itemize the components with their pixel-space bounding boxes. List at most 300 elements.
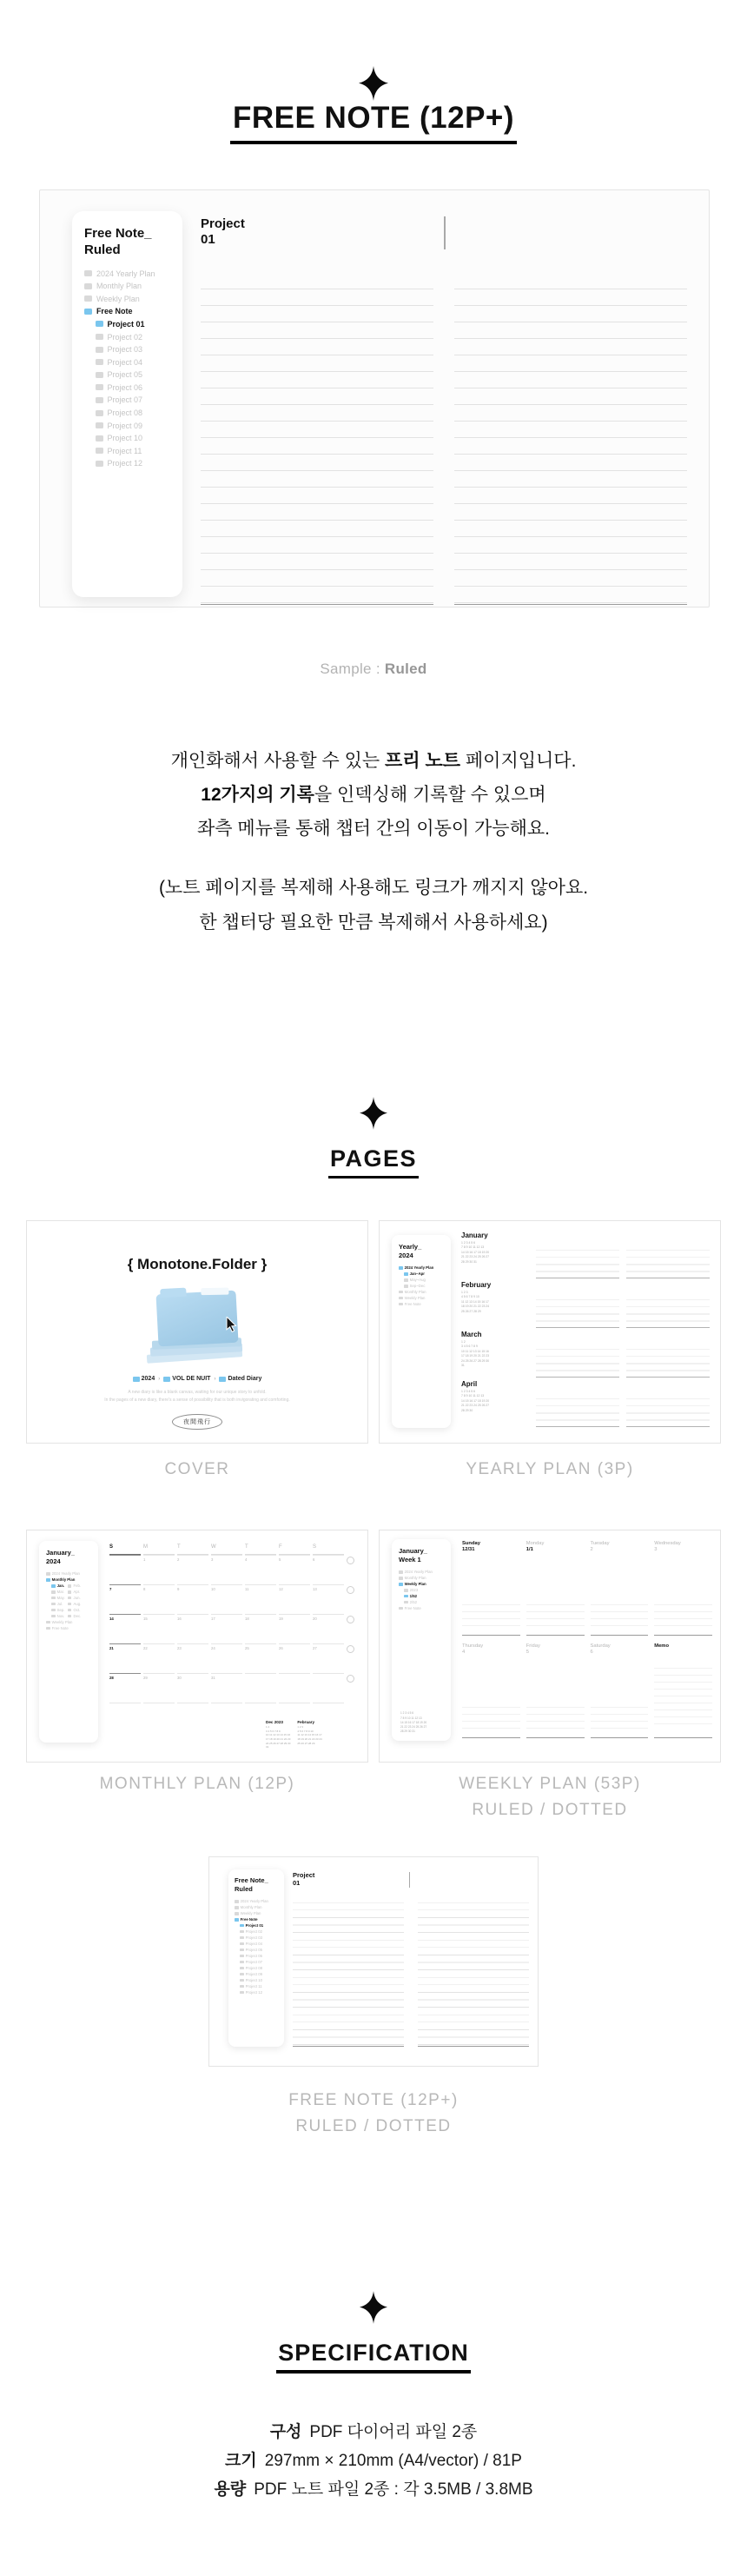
spec-value: PDF 노트 파일 2종 : 각 3.5MB / 3.8MB xyxy=(254,2480,533,2499)
sidebar-item-label: Sep~Dec xyxy=(409,1284,426,1289)
date-cell: 14 xyxy=(109,1614,141,1643)
folder-icon xyxy=(399,1570,403,1573)
sidebar-item-label: May. xyxy=(56,1596,65,1601)
desc-line-3 xyxy=(0,812,747,846)
freenote-mini-sidebar-title xyxy=(235,1876,280,1894)
mini-calendar-row: 28 29 30 31 xyxy=(400,1729,415,1733)
sidebar-item-free-note xyxy=(399,1301,445,1307)
breadcrumb-separator: › xyxy=(158,1376,161,1382)
desc-line-1 xyxy=(0,744,747,778)
sidebar-item-label: Project 07 xyxy=(107,395,143,405)
sidebar-item-2024-yearly-plan xyxy=(235,1899,280,1905)
cell-ruled-lines xyxy=(654,1662,712,1730)
sidebar-item-mar- xyxy=(51,1589,63,1595)
weekday-date: 3 xyxy=(654,1547,658,1552)
folder-icon xyxy=(240,1991,244,1994)
sidebar-item-label: Weekly Plan xyxy=(240,1911,261,1916)
folder-icon xyxy=(240,1924,244,1927)
cell-ruled-lines xyxy=(462,1598,520,1627)
sidebar-item-label: Project 12 xyxy=(245,1989,263,1995)
breadcrumb-item xyxy=(133,1376,155,1382)
sidebar-item-1-52 xyxy=(399,1593,445,1599)
sidebar-item-weekly-plan[interactable] xyxy=(84,293,182,306)
mini-calendar-title: February xyxy=(297,1720,315,1724)
folder-icon xyxy=(404,1272,408,1275)
sidebar-item-2024-yearly-plan xyxy=(46,1571,92,1577)
text-run: 12가지의 기록 xyxy=(201,785,314,805)
sidebar-item-monthly-plan xyxy=(399,1289,445,1295)
mini-calendar-title: Dec 2023 xyxy=(266,1720,283,1724)
sidebar-item-label: Free Note xyxy=(51,1626,69,1631)
mini-calendar-row: 10 11 12 13 14 15 16 xyxy=(461,1349,489,1353)
sidebar-item-monthly-plan[interactable] xyxy=(84,280,182,293)
sidebar-item-project-12 xyxy=(235,1989,280,1995)
spec-label: 용량 xyxy=(214,2480,247,2499)
sidebar-item-label: Free Note xyxy=(404,1302,421,1307)
sidebar-item-project-09[interactable] xyxy=(84,419,182,432)
month-mini-calendar xyxy=(461,1291,529,1328)
folder-icon xyxy=(163,1377,170,1382)
spec-row xyxy=(0,2475,747,2504)
monthly-week-row xyxy=(109,1673,357,1703)
folder-icon xyxy=(235,1906,239,1909)
day-header: F xyxy=(279,1544,310,1555)
sidebar-item-label: Project 01 xyxy=(107,319,145,329)
date-cell: 10 xyxy=(211,1584,242,1614)
sidebar-item-free-note xyxy=(399,1605,445,1611)
weekly-sidebar xyxy=(392,1539,451,1741)
date-cell xyxy=(245,1673,276,1703)
date-cell: 20 xyxy=(313,1614,344,1643)
folder-icon xyxy=(240,1961,244,1963)
yearly-sidebar-title-line1: Yearly_ xyxy=(399,1243,422,1251)
text-run: 을 인덱싱해 기록할 수 있으며 xyxy=(314,785,546,805)
sidebar-item-label: Free Note xyxy=(240,1917,258,1922)
day-header: W xyxy=(211,1544,242,1555)
folder-icon xyxy=(68,1615,72,1617)
weekly-cell-wednesday xyxy=(654,1541,712,1636)
date-cell: 17 xyxy=(211,1614,242,1643)
sidebar-item-project-03[interactable] xyxy=(84,343,182,356)
date-cell: 4 xyxy=(245,1555,276,1584)
folder-icon xyxy=(96,448,103,454)
sidebar-item-apr- xyxy=(68,1589,80,1595)
text-run: 페이지입니다. xyxy=(460,751,577,771)
date-cell: 26 xyxy=(279,1643,310,1673)
mini-calendar-row: 4 5 6 7 8 9 10 xyxy=(461,1295,479,1299)
sidebar-item-label: Sep. xyxy=(56,1608,65,1613)
mini-calendar-row: 1 2 3 xyxy=(297,1725,304,1729)
sidebar-item-label: 2024 Yearly Plan xyxy=(240,1899,268,1904)
folder-icon xyxy=(240,1930,244,1933)
folder-icon xyxy=(84,295,92,302)
cell-ruled-lines xyxy=(591,1701,649,1730)
date-cell xyxy=(143,1703,175,1737)
spec-value: 297mm × 210mm (A4/vector) / 81P xyxy=(264,2452,522,2470)
month-ruled-lines xyxy=(626,1343,710,1378)
sidebar-item-project-05 xyxy=(235,1947,280,1953)
weekday-date: 12/31 xyxy=(462,1547,475,1552)
weekly-cell-friday xyxy=(526,1643,585,1738)
freenote-mini-lines-right xyxy=(418,1895,529,2047)
sidebar-item-2-52 xyxy=(399,1599,445,1605)
sample-label: Sample : xyxy=(320,661,385,677)
folder-icon xyxy=(51,1597,56,1599)
date-cell xyxy=(279,1673,310,1703)
sidebar-item-project-03 xyxy=(235,1935,280,1941)
weekday-label: Memo xyxy=(654,1643,669,1649)
freenote-app-preview xyxy=(39,189,710,607)
folder-icon xyxy=(51,1603,56,1605)
yearly-month-april xyxy=(461,1380,710,1427)
sidebar-item-label: Weekly Plan xyxy=(404,1296,426,1301)
weekly-cell-saturday xyxy=(591,1643,649,1738)
sidebar-item-label: Apr. xyxy=(73,1590,81,1595)
folder-icon xyxy=(404,1595,408,1597)
sidebar-item-label: 2/52 xyxy=(409,1600,418,1605)
date-cell: 22 xyxy=(143,1643,175,1673)
weekday-label: Wednesday xyxy=(654,1541,681,1546)
mini-calendar-row: 4 5 6 7 8 9 10 xyxy=(297,1729,314,1733)
breadcrumb-label: VOL DE NUIT xyxy=(172,1376,211,1382)
sidebar-item-project-12[interactable] xyxy=(84,457,182,470)
monthly-sidebar-title xyxy=(46,1549,92,1566)
month-ruled-lines xyxy=(536,1244,619,1278)
monthly-mini-calendars xyxy=(266,1720,322,1749)
month-mini-calendar xyxy=(461,1241,529,1278)
repeat-icon xyxy=(347,1675,354,1683)
sidebar-item-jan-apr xyxy=(399,1271,445,1277)
date-cell: 1 xyxy=(143,1555,175,1584)
cell-ruled-lines xyxy=(462,1701,520,1730)
sidebar-item-project-11[interactable] xyxy=(84,444,182,457)
folder-icon xyxy=(240,1942,244,1945)
sidebar-item-label: Project 08 xyxy=(245,1965,263,1970)
breadcrumb-separator: › xyxy=(214,1376,216,1382)
text-run: 프리 노트 xyxy=(385,751,461,771)
breadcrumb-item xyxy=(219,1376,261,1382)
text-run: (노트 페이지를 복제해 사용해도 링크가 깨지지 않아요. xyxy=(158,878,589,898)
sidebar-item-dec- xyxy=(68,1613,80,1619)
mini-calendar-row: 3 4 5 6 7 8 9 xyxy=(461,1344,478,1349)
folder-icon xyxy=(399,1303,403,1305)
repeat-icon xyxy=(347,1557,354,1564)
sidebar-item-label: Jul. xyxy=(56,1602,63,1607)
cover-title: { Monotone.Folder } xyxy=(127,1256,268,1272)
date-cell: 27 xyxy=(313,1643,344,1673)
note-page-title xyxy=(201,216,245,249)
sidebar-item-weekly-plan xyxy=(399,1581,445,1587)
sidebar-item-label: Project 07 xyxy=(245,1960,263,1964)
folder-icon xyxy=(399,1607,403,1610)
sidebar-item-project-02[interactable] xyxy=(84,330,182,343)
sidebar-item-label: Project 04 xyxy=(245,1942,263,1947)
date-cell: 16 xyxy=(177,1614,208,1643)
text-run: 한 챕터당 필요한 만큼 복제해서 사용하세요) xyxy=(199,913,548,933)
folder-icon xyxy=(68,1609,72,1611)
date-cell: 11 xyxy=(245,1584,276,1614)
sidebar-month-row xyxy=(51,1589,92,1595)
mini-calendar-row: 1 2 3 4 5 6 xyxy=(461,1241,476,1245)
spec-rows xyxy=(0,2418,747,2504)
sidebar-item-label: Monthly Plan xyxy=(51,1577,76,1583)
month-ruled-lines xyxy=(536,1392,619,1427)
sidebar-item-label: Free Note xyxy=(96,307,133,316)
sidebar-item-label: Monthly Plan xyxy=(240,1905,262,1910)
folder-icon xyxy=(96,422,103,428)
weekly-grid xyxy=(462,1541,712,1738)
sidebar-title xyxy=(84,225,182,258)
yearly-month-january xyxy=(461,1232,710,1278)
date-cell: 24 xyxy=(211,1643,242,1673)
yearly-month-february xyxy=(461,1281,710,1328)
month-ruled-lines xyxy=(536,1343,619,1378)
sidebar-month-row xyxy=(51,1601,92,1607)
mini-calendar-prev xyxy=(266,1720,290,1749)
sidebar-title-line2: Ruled xyxy=(84,242,121,258)
sidebar-item-label: Project 12 xyxy=(107,459,143,468)
sidebar-item-label: Nov. xyxy=(56,1614,65,1619)
folder-icon xyxy=(51,1609,56,1611)
sidebar-month-row xyxy=(51,1595,92,1601)
folder-icon xyxy=(399,1297,403,1299)
date-cell xyxy=(211,1703,242,1737)
sidebar-item-label: 2024 Yearly Plan xyxy=(404,1570,433,1575)
folder-icon xyxy=(235,1912,239,1915)
folder-icon xyxy=(240,1979,244,1982)
mini-calendar-row: 31 xyxy=(461,1364,465,1368)
month-name: March xyxy=(461,1331,482,1338)
folder-icon xyxy=(96,461,103,467)
sidebar-item-oct- xyxy=(68,1607,80,1613)
freenote-mini-note-line1: Project xyxy=(293,1871,315,1879)
sidebar-item-label: Weekly Plan xyxy=(404,1582,426,1587)
freenote-caption xyxy=(0,2088,747,2140)
folder-icon xyxy=(235,1918,239,1921)
cover-tagline xyxy=(27,1389,367,1404)
weekday-date: 4 xyxy=(462,1650,466,1655)
sidebar-item-2024-yearly-plan xyxy=(399,1570,445,1576)
sidebar-item-free-note[interactable] xyxy=(84,305,182,318)
sidebar-item-project-08[interactable] xyxy=(84,407,182,420)
sidebar-item-free-note xyxy=(46,1625,92,1631)
sidebar-item-project-01[interactable] xyxy=(84,318,182,331)
date-cell: 25 xyxy=(245,1643,276,1673)
sidebar-item-monthly-plan xyxy=(399,1575,445,1581)
folder-icon xyxy=(96,334,103,340)
mini-calendar-row: 28 29 30 31 xyxy=(461,1259,477,1264)
cell-ruled-lines xyxy=(591,1598,649,1627)
sidebar-item-weekly-plan xyxy=(235,1910,280,1916)
sidebar-item-label: Free Note xyxy=(404,1606,421,1611)
app-sidebar xyxy=(72,211,182,597)
folder-icon xyxy=(96,372,103,378)
day-header: S xyxy=(109,1544,141,1555)
folder-icon xyxy=(240,1973,244,1975)
sidebar-item-project-11 xyxy=(235,1983,280,1989)
date-cell: 19 xyxy=(279,1614,310,1643)
folder-icon xyxy=(96,384,103,390)
freenote-mini-lines-left xyxy=(293,1895,404,2047)
mini-calendar-row: 25 26 27 28 29 xyxy=(297,1741,315,1745)
folder-stack-illustration xyxy=(145,1287,249,1362)
sidebar-item-label: 2024 Yearly Plan xyxy=(96,269,155,278)
weekly-cell-monday xyxy=(526,1541,585,1636)
monthly-week-row xyxy=(109,1614,357,1643)
folder-icon xyxy=(51,1590,56,1593)
folder-icon xyxy=(240,1967,244,1969)
weekly-cell-memo xyxy=(654,1643,712,1738)
mini-calendar-row: 1 2 3 4 5 6 xyxy=(461,1390,476,1393)
mini-calendar-row: 1 2 xyxy=(266,1725,270,1729)
brand-stamp: 夜間飛行 xyxy=(172,1414,222,1430)
spec-label: 구성 xyxy=(269,2423,302,2441)
folder-icon xyxy=(399,1291,403,1293)
monthly-week-row xyxy=(109,1555,357,1584)
date-cell: 29 xyxy=(143,1673,175,1703)
sidebar-item-label: Project 11 xyxy=(107,446,142,455)
monthly-sidebar-months xyxy=(46,1583,92,1619)
description-paragraph-2 xyxy=(0,871,747,940)
weekly-caption xyxy=(379,1771,721,1823)
sidebar-item-project-05[interactable] xyxy=(84,368,182,382)
folder-icon xyxy=(240,1949,244,1951)
date-cell xyxy=(109,1703,141,1737)
yearly-caption: YEARLY PLAN (3P) xyxy=(466,1460,634,1478)
sidebar-item-label: Monthly Plan xyxy=(404,1290,426,1295)
sparkle-icon xyxy=(0,66,747,105)
mini-calendar-row: 24 25 26 27 28 29 30 xyxy=(266,1741,291,1745)
cover-thumbnail xyxy=(26,1220,368,1444)
spec-row xyxy=(0,2447,747,2475)
monthly-week-row xyxy=(109,1584,357,1614)
monthly-caption: MONTHLY PLAN (12P) xyxy=(99,1775,295,1793)
date-cell xyxy=(313,1673,344,1703)
sidebar-item-label: 2023 xyxy=(409,1588,419,1593)
folder-icon xyxy=(46,1627,50,1630)
monthly-sidebar-title-line2: 2024 xyxy=(46,1557,61,1565)
weekly-plan-thumbnail xyxy=(379,1530,721,1763)
folder-icon xyxy=(46,1621,50,1623)
month-ruled-lines xyxy=(626,1392,710,1427)
weekday-label: Friday xyxy=(526,1643,540,1649)
sidebar-item-label: Oct. xyxy=(73,1608,81,1613)
weekly-caption-line1: WEEKLY PLAN (53P) xyxy=(459,1775,641,1793)
folder-icon xyxy=(96,410,103,416)
weekday-label: Sunday xyxy=(462,1541,480,1546)
note-title-line1: Project xyxy=(201,216,245,231)
mini-calendar-row: 21 22 23 24 25 26 27 xyxy=(461,1404,490,1408)
sidebar-item-label: Jan. xyxy=(56,1583,65,1589)
sidebar-item-label: Project 08 xyxy=(107,408,143,418)
date-cell: 12 xyxy=(279,1584,310,1614)
folder-icon xyxy=(96,321,103,327)
repeat-icon xyxy=(347,1645,354,1653)
folder-icon xyxy=(84,309,92,315)
mini-calendar-row: 1 2 xyxy=(461,1340,466,1344)
spec-heading-wrap xyxy=(0,2340,747,2374)
sidebar-item-project-10 xyxy=(235,1977,280,1983)
freenote-mini-divider xyxy=(409,1872,410,1888)
sidebar-item-label: Project 03 xyxy=(245,1935,263,1941)
sidebar-item-label: Project 11 xyxy=(245,1983,262,1988)
monthly-sidebar xyxy=(39,1541,98,1743)
date-cell: 6 xyxy=(313,1555,344,1584)
sidebar-item-project-08 xyxy=(235,1965,280,1971)
date-cell: 28 xyxy=(109,1673,141,1703)
cover-breadcrumb xyxy=(27,1376,367,1382)
mini-calendar-row: 17 18 19 20 21 22 23 xyxy=(461,1354,490,1358)
weekday-date: 5 xyxy=(526,1650,529,1655)
spec-value: PDF 다이어리 파일 2종 xyxy=(309,2423,478,2441)
sidebar-item-project-01 xyxy=(235,1922,280,1929)
day-header: T xyxy=(245,1544,276,1555)
sidebar-month-row xyxy=(51,1613,92,1619)
folder-icon xyxy=(84,283,92,289)
mini-calendar-row: 28 29 30 xyxy=(461,1408,473,1412)
month-mini-calendar xyxy=(461,1390,529,1427)
sidebar-month-row xyxy=(51,1607,92,1613)
sidebar-item-label: Project 02 xyxy=(107,332,143,342)
weekday-label: Monday xyxy=(526,1541,545,1546)
mini-calendar-row: 14 15 16 17 18 19 20 xyxy=(461,1250,490,1254)
sidebar-item-label: Project 01 xyxy=(245,1923,264,1929)
sidebar-item-label: Jun. xyxy=(73,1596,81,1601)
folder-icon xyxy=(68,1590,72,1593)
sample-caption xyxy=(0,661,747,678)
repeat-icon xyxy=(347,1586,354,1594)
freenote-mini-note-title xyxy=(293,1871,314,1888)
date-cell: 8 xyxy=(143,1584,175,1614)
text-run: 개인화해서 사용할 수 있는 xyxy=(170,751,386,771)
date-cell: 5 xyxy=(279,1555,310,1584)
folder-icon xyxy=(133,1377,140,1382)
folder-icon xyxy=(404,1589,408,1591)
sidebar-item-project-07[interactable] xyxy=(84,394,182,407)
freenote-caption-line2: RULED / DOTTED xyxy=(295,2117,452,2135)
cell-ruled-lines xyxy=(526,1701,585,1730)
mini-calendar-row: 7 8 9 10 11 12 13 xyxy=(400,1716,422,1720)
mini-calendar-row: 17 18 19 20 21 22 23 xyxy=(266,1736,291,1741)
repeat-icon xyxy=(347,1616,354,1623)
freenote-mini-sidebar-items xyxy=(235,1899,280,1995)
mini-calendar-row: 1 2 3 xyxy=(461,1291,468,1294)
desc-line-4 xyxy=(0,871,747,906)
sidebar-item-aug- xyxy=(68,1601,80,1607)
weekly-cell-thursday xyxy=(462,1643,520,1738)
folder-icon xyxy=(240,1936,244,1939)
freenote-mini-title-line2: Ruled xyxy=(235,1884,253,1893)
breadcrumb-label: Dated Diary xyxy=(228,1376,262,1382)
date-cell: 2 xyxy=(177,1555,208,1584)
sidebar-item-project-10[interactable] xyxy=(84,432,182,445)
sidebar-item-project-06[interactable] xyxy=(84,382,182,395)
sidebar-item-project-04 xyxy=(235,1941,280,1947)
sidebar-item-project-06 xyxy=(235,1953,280,1959)
month-mini-calendar xyxy=(461,1340,529,1378)
month-ruled-lines xyxy=(626,1244,710,1278)
weekly-sidebar-title-line1: January_ xyxy=(399,1547,427,1555)
mini-calendar-row: 10 11 12 13 14 15 16 xyxy=(266,1733,291,1737)
sidebar-item-2024-yearly-plan[interactable] xyxy=(84,267,182,280)
sidebar-item-project-04[interactable] xyxy=(84,355,182,368)
note-title-line2: 01 xyxy=(201,232,215,248)
folder-icon xyxy=(219,1377,226,1382)
date-cell: 23 xyxy=(177,1643,208,1673)
folder-icon xyxy=(68,1584,72,1587)
sidebar-item-label: 2024 Yearly Plan xyxy=(51,1571,80,1577)
sidebar-item-label: Monthly Plan xyxy=(96,282,142,291)
